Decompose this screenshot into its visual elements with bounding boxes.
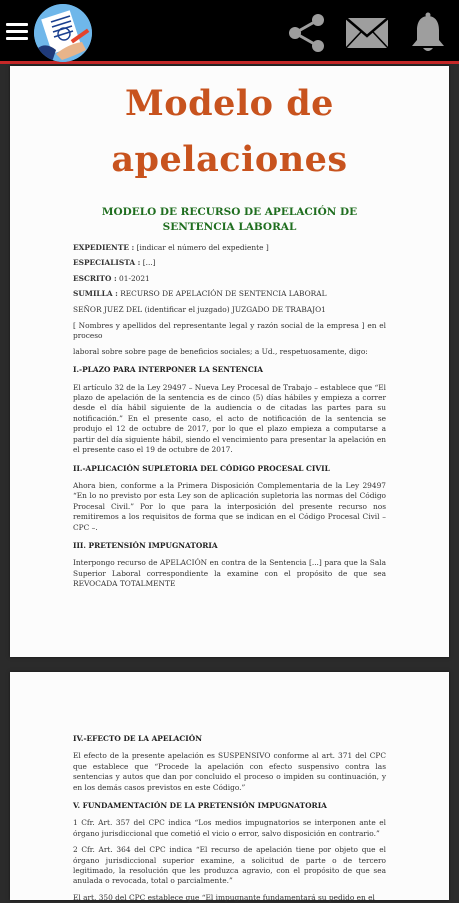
section-1-text: El artículo 32 de la Ley 29497 – Nueva Ley Procesal de Trabajo – establece que “El plazo de apelación de la sentencia es de cinco (5) días hábiles y empieza a correr desde el día hábil siguiente de la audiencia o de citadas las partes para su notificación.” En el presente caso, el acto de notificación de la sentencia se produjo el 12 de octubre de 2017, por lo que el plazo empieza a computarse a partir del día siguiente hábil, siendo el vencimiento para presentar la apelación en el presente caso el 19 de octubre de 2017. xyxy=(73,382,386,455)
field-especialista xyxy=(73,258,386,268)
document-page-1[interactable] xyxy=(10,66,449,657)
section-5-text: El art. 350 del CPC establece que “El impugnante fundamentará su pedido en el xyxy=(73,892,375,902)
field-label: ESCRITO : xyxy=(73,273,117,283)
menu-icon[interactable] xyxy=(6,20,28,44)
banner-title xyxy=(10,76,449,188)
share-icon[interactable] xyxy=(286,12,328,54)
field-value: RECURSO DE APELACIÓN DE SENTENCIA LABORAL xyxy=(117,289,327,299)
addressee: SEÑOR JUEZ DEL (identificar el juzgado) JUZGADO DE TRABAJO1 xyxy=(73,304,326,314)
banner-line-2: apelaciones xyxy=(111,139,348,180)
section-3-text: Interpongo recurso de APELACIÓN en contra de la Sentencia [...] para que la Sala Superior Laboral correspondiente la examine con el propósito de que sea REVOCADA TOTALMENTE xyxy=(73,558,386,589)
section-2-title: II.-APLICACIÓN SUPLETORIA DEL CÓDIGO PROCESAL CIVIL xyxy=(73,463,330,473)
section-3-title: III. PRETENSIÓN IMPUGNATORIA xyxy=(73,540,218,550)
app-toolbar xyxy=(0,0,459,64)
banner-line-1: Modelo de xyxy=(125,83,334,124)
field-label: EXPEDIENTE : xyxy=(73,243,135,252)
bell-icon[interactable] xyxy=(410,12,446,54)
field-escrito xyxy=(73,274,386,284)
field-label: ESPECIALISTA : xyxy=(73,258,141,268)
app-logo xyxy=(34,4,92,62)
mail-icon[interactable] xyxy=(345,16,389,50)
section-2-text: Ahora bien, conforme a la Primera Disposición Complementaria de la Ley 29497 “En lo no previsto por esta Ley son de aplicación supletoria las normas del Código Procesal Civil.” Por lo que para la interposición del presente recurso nos remitiremos a los requisitos de forma que se indican en el Código Procesal Civil – CPC –. xyxy=(73,480,386,532)
field-value: 01-2021 xyxy=(116,273,150,283)
field-value: [indicar el número del expediente ] xyxy=(134,243,269,252)
intro-line-1: [ Nombres y apellidos del representante legal y razón social de la empresa ] en el proceso xyxy=(73,321,386,341)
intro-line-2: laboral sobre sobre page de beneficios sociales; a Ud., respetuosamente, digo: xyxy=(73,346,368,356)
document-body xyxy=(10,243,449,590)
document-body-2 xyxy=(10,672,449,903)
section-5-footnote-2: 2 Cfr. Art. 364 del CPC indica “El recurso de apelación tiene por objeto que el órgano jurisdiccional superior examine, a solicitud de parte o de tercero legitimado, la resolución que les produzca agravio, con el propósito de que sea anulada o revocada, total o parcialmente.” xyxy=(73,845,386,886)
field-sumilla xyxy=(73,289,386,299)
section-1-title: I.-PLAZO PARA INTERPONER LA SENTENCIA xyxy=(73,365,263,375)
field-value: [...] xyxy=(140,258,156,268)
document-title: MODELO DE RECURSO DE APELACIÓN DE SENTENCIA LABORAL xyxy=(101,206,358,233)
section-4-title: IV.-EFECTO DE LA APELACIÓN xyxy=(73,734,202,743)
section-5-footnote-1: 1 Cfr. Art. 357 del CPC indica “Los medios impugnatorios se interponen ante el órgano jurisdiccional que cometió el vicio o error, salvo disposición en contrario.” xyxy=(73,818,386,838)
field-label: SUMILLA : xyxy=(73,289,118,299)
document-page-2[interactable] xyxy=(10,672,449,900)
field-expediente xyxy=(73,243,386,253)
section-5-title: V. FUNDAMENTACIÓN DE LA PRETENSIÓN IMPUGNATORIA xyxy=(73,801,327,811)
section-4-text: El efecto de la presente apelación es SUSPENSIVO conforme al art. 371 del CPC que establece que “Procede la apelación con efecto suspensivo contra las sentencias y autos que dan por concluido el proceso o impiden su continuación, y en los demás casos previstos en este Código.” xyxy=(73,751,386,792)
